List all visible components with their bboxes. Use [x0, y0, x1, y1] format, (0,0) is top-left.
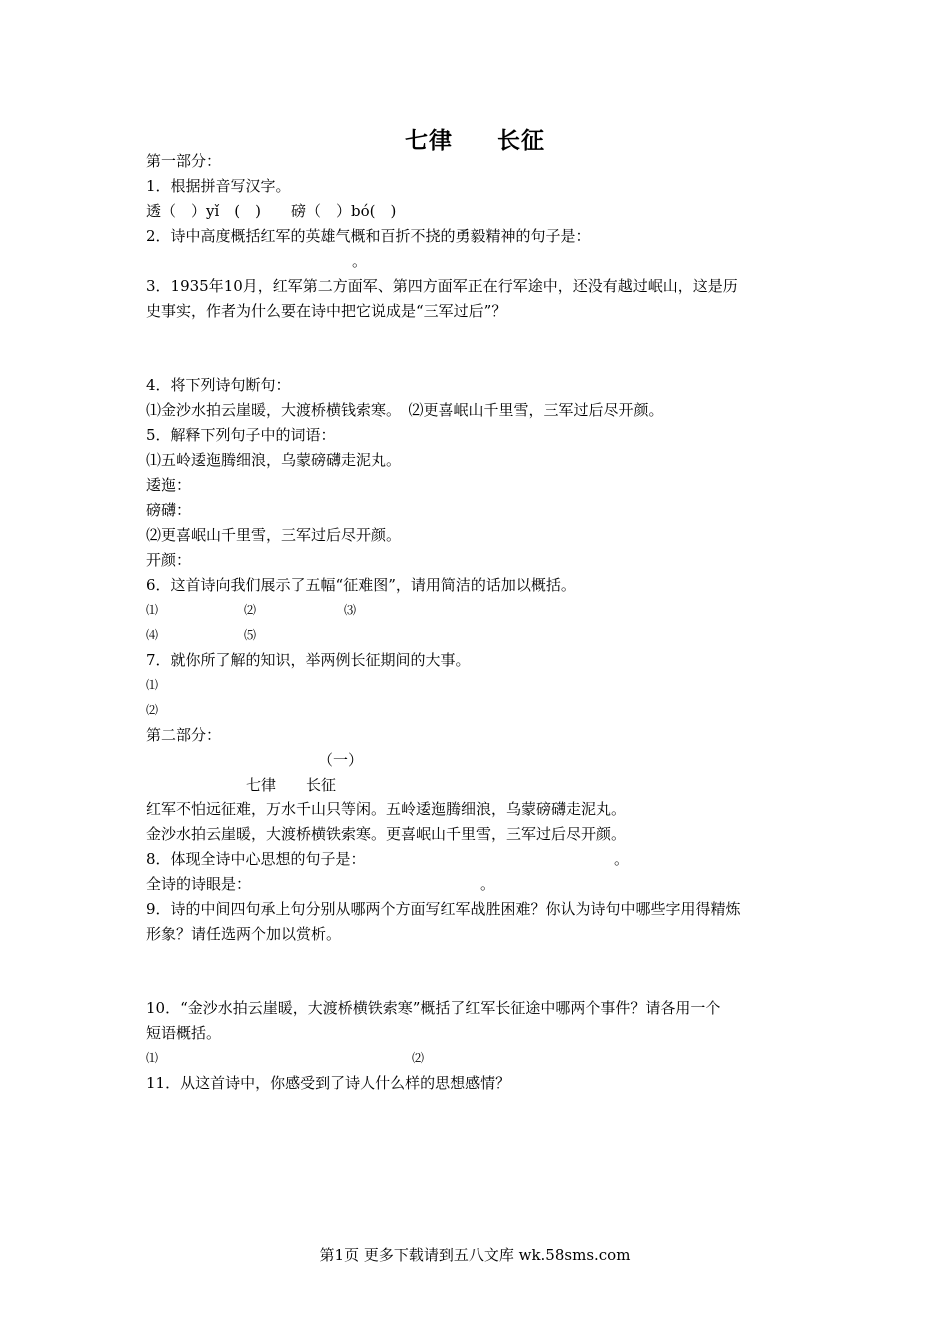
question-3-line-2: 史事实，作者为什么要在诗中把它说成是“三军过后”？	[146, 302, 507, 320]
q10-answer-2: ⑵	[412, 1051, 425, 1065]
poem-eye-prompt: 全诗的诗眼是：	[146, 875, 252, 893]
question-4: 4．将下列诗句断句：	[146, 376, 291, 394]
question-10-line-2: 短语概括。	[146, 1024, 222, 1042]
q6-answer-3: ⑶	[344, 603, 357, 617]
term-weiyi: 逶迤：	[146, 476, 192, 494]
q6-answer-2: ⑵	[244, 603, 257, 617]
question-5: 5．解释下列句子中的词语：	[146, 426, 336, 444]
q7-answer-2: ⑵	[146, 703, 159, 717]
page-footer: 第1页 更多下载请到五八文库 wk.58sms.com	[319, 1246, 631, 1264]
question-1-blanks: 透（ ）yǐ ( ) 磅（ ）bó( )	[146, 202, 397, 220]
passage-number: （一）	[318, 751, 364, 769]
question-9-line-1: 9．诗的中间四句承上句分别从哪两个方面写红军战胜困难？你认为诗句中哪些字用得精炼	[146, 900, 741, 918]
document-title	[0, 122, 950, 155]
question-7: 7．就你所了解的知识，举两例长征期间的大事。	[146, 651, 471, 669]
term-kaiyan: 开颜：	[146, 551, 192, 569]
question-6: 6．这首诗向我们展示了五幅“征难图”，请用简洁的话加以概括。	[146, 576, 576, 594]
poem-eye-answer-end: 。	[480, 875, 496, 893]
section-heading-1: 第一部分：	[146, 152, 222, 170]
q7-answer-1: ⑴	[146, 678, 159, 692]
title-part-1: 七律	[405, 127, 453, 154]
question-11: 11．从这首诗中，你感受到了诗人什么样的思想感情？	[146, 1074, 511, 1092]
q6-answer-5: ⑸	[244, 628, 257, 642]
question-8: 8．体现全诗中心思想的句子是：	[146, 850, 366, 868]
poem-line-2: 金沙水拍云崖暖，大渡桥横铁索寒。更喜岷山千里雪，三军过后尽开颜。	[146, 825, 627, 843]
q10-answer-1: ⑴	[146, 1051, 159, 1065]
question-5-item-1: ⑴五岭逶迤腾细浪，乌蒙磅礴走泥丸。	[146, 451, 402, 469]
question-2: 2．诗中高度概括红军的英雄气概和百折不挠的勇毅精神的句子是：	[146, 227, 591, 245]
q6-answer-4: ⑷	[146, 628, 159, 642]
question-5-item-2: ⑵更喜岷山千里雪，三军过后尽开颜。	[146, 526, 402, 544]
poem-line-1: 红军不怕远征难，万水千山只等闲。五岭逶迤腾细浪，乌蒙磅礴走泥丸。	[146, 800, 627, 818]
term-pangbo: 磅礴：	[146, 501, 192, 519]
question-2-answer-end: 。	[352, 252, 368, 270]
question-10-line-1: 10．“金沙水拍云崖暖，大渡桥横铁索寒”概括了红军长征途中哪两个事件？请各用一个	[146, 999, 721, 1017]
poem-title: 七律 长征	[246, 776, 337, 794]
section-heading-2: 第二部分：	[146, 726, 222, 744]
title-part-2: 长征	[497, 127, 545, 154]
question-8-answer-end: 。	[614, 850, 630, 868]
question-4-items: ⑴金沙水拍云崖暖，大渡桥横钱索寒。 ⑵更喜岷山千里雪，三军过后尽开颜。	[146, 401, 664, 419]
q6-answer-1: ⑴	[146, 603, 159, 617]
question-1: 1．根据拼音写汉字。	[146, 177, 291, 195]
question-9-line-2: 形象？请任选两个加以赏析。	[146, 925, 342, 943]
question-3-line-1: 3．1935年10月，红军第二方面军、第四方面军正在行军途中，还没有越过岷山，这是历	[146, 277, 738, 295]
